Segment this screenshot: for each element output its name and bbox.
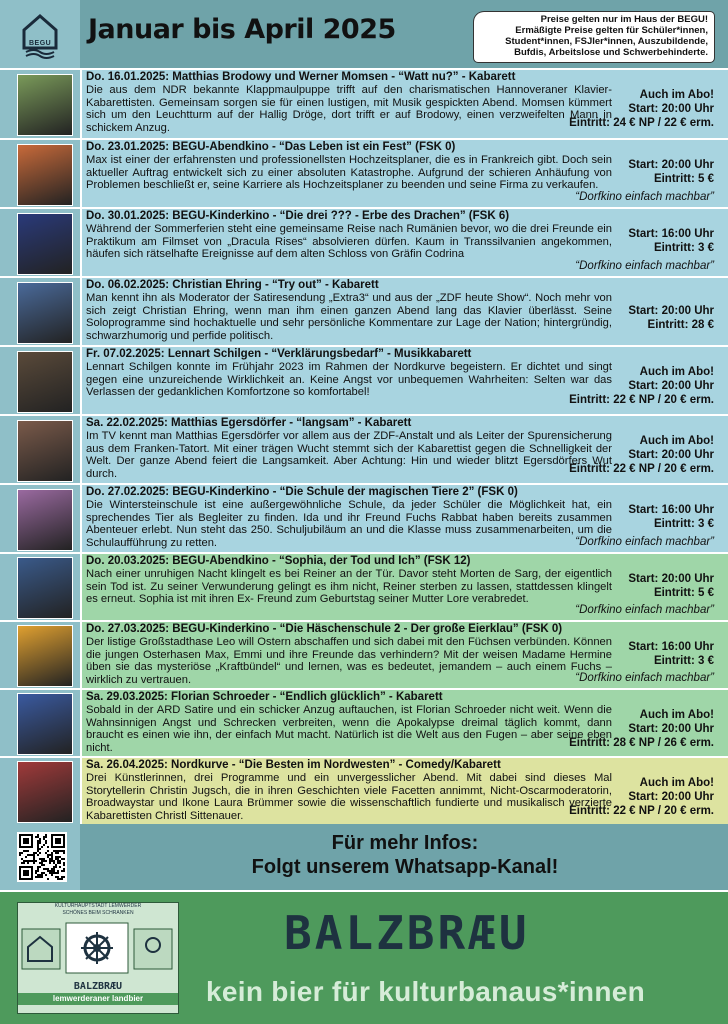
event-description: Sobald in der ARD Satire und ein schicker Anzug auftauchen, ist Florian Schroeder nicht weit. Wenn die Wahnsinnigen Angst und Schrecken verbreiten, wenn die Apokalypse dreimal täglich kommt, dann braucht es einen wie ihn, der einfach Mut macht. Natürlich ist die Welt aus den Fugen – aber seine eben nicht. xyxy=(86,704,612,754)
dorfkino-note: “Dorfkino einfach machbar” xyxy=(575,191,714,203)
event-content xyxy=(82,622,728,688)
info-bar xyxy=(0,824,728,890)
event-thumb-column xyxy=(0,70,80,138)
entry-price: Eintritt: 3 € xyxy=(653,655,714,667)
footer xyxy=(0,892,728,1024)
event-photo xyxy=(17,351,73,413)
event-row xyxy=(0,554,728,620)
entry-price: Eintritt: 22 € NP / 20 € erm. xyxy=(569,394,714,406)
qr-code-box xyxy=(0,824,80,890)
start-time: Start: 20:00 Uhr xyxy=(628,159,714,171)
event-photo xyxy=(17,761,73,823)
event-photo xyxy=(17,625,73,687)
start-time: Start: 20:00 Uhr xyxy=(628,103,714,115)
event-row xyxy=(0,347,728,414)
event-row xyxy=(0,622,728,688)
event-title: Do. 20.03.2025: BEGU-Abendkino - “Sophia, der Tod und Ich” (FSK 12) xyxy=(86,555,471,567)
sponsor-brand: BALZBRÆU xyxy=(73,981,123,992)
event-description: Der listige Großstadthase Leo will Ostern abschaffen und sich dabei mit den Füchsen verbünden. Können die jungen Osterhasen Max, Emmi und ihre Freunde das verhindern? Mit der weisen Madame Hermine üben sie das mysteriöse „Kraftbündel“ und lernen, was es bedeutet, jemandem – auch einem Fuchs – wirklich zu vertrauen. xyxy=(86,636,612,686)
start-time: Start: 20:00 Uhr xyxy=(628,573,714,585)
event-description: Während der Sommerferien steht eine gemeinsame Reise nach Rumänien bevor, wo die drei Freunde ein Praktikum am Filmset von „Dracula Rises“ absolvieren dürfen. Kaum in Transsilvanien angekommen, häufen sich rätselhafte Ereignisse auf dem alten Schloss von Gräfin Codrina xyxy=(86,223,612,261)
start-time: Start: 20:00 Uhr xyxy=(628,305,714,317)
sponsor-caption-line: SCHÖNES BEIM SCHRANKEN xyxy=(62,910,134,916)
event-title: Do. 27.03.2025: BEGU-Kinderkino - “Die Häschenschule 2 - Der große Eierklau” (FSK 0) xyxy=(86,623,563,635)
price-note-line: Preise gelten nur im Haus der BEGU! xyxy=(540,14,708,25)
abo-label: Auch im Abo! xyxy=(639,366,714,378)
abo-label: Auch im Abo! xyxy=(639,89,714,101)
event-row xyxy=(0,278,728,345)
abo-label: Auch im Abo! xyxy=(639,777,714,789)
event-row xyxy=(0,485,728,552)
event-row xyxy=(0,209,728,276)
event-thumb-column xyxy=(0,554,80,620)
entry-price: Eintritt: 28 € NP / 26 € erm. xyxy=(569,737,714,749)
start-time: Start: 16:00 Uhr xyxy=(628,641,714,653)
event-description: Max ist einer der erfahrensten und professionellsten Hochzeitsplaner, die es in Frankreich gibt. Doch sein aktueller Auftrag entwickelt sich zu einer absoluten Katastrophe. Aufgrund der schieren Anhäufung von Problemen beschließt er, seine Karriere als Hochzeitsplaner zu beenden und seine Firma zu verkaufen. xyxy=(86,154,612,192)
info-text xyxy=(82,831,728,879)
event-photo xyxy=(17,557,73,619)
event-title: Do. 23.01.2025: BEGU-Abendkino - “Das Leben ist ein Fest” (FSK 0) xyxy=(86,141,456,153)
qr-code-icon[interactable] xyxy=(17,832,67,882)
event-ticket-info xyxy=(569,88,714,130)
event-ticket-info xyxy=(628,503,714,531)
event-content xyxy=(82,554,728,620)
start-time: Start: 20:00 Uhr xyxy=(628,791,714,803)
event-thumb-column xyxy=(0,209,80,276)
event-content xyxy=(82,690,728,756)
event-ticket-info xyxy=(569,776,714,818)
dorfkino-note: “Dorfkino einfach machbar” xyxy=(575,604,714,616)
start-time: Start: 20:00 Uhr xyxy=(628,723,714,735)
entry-price: Eintritt: 5 € xyxy=(653,173,714,185)
event-title: Do. 16.01.2025: Matthias Brodowy und Werner Momsen - “Watt nu?” - Kabarett xyxy=(86,71,516,83)
begu-logo xyxy=(0,0,80,68)
event-content xyxy=(82,140,728,207)
entry-price: Eintritt: 3 € xyxy=(653,518,714,530)
abo-label: Auch im Abo! xyxy=(639,709,714,721)
sponsor-logo-panel xyxy=(17,902,179,1014)
event-photo xyxy=(17,144,73,206)
event-ticket-info xyxy=(628,640,714,668)
logo-label: BEGU xyxy=(29,40,52,47)
price-note-line: Student*innen, FSJler*innen, Auszubildende, xyxy=(505,36,708,47)
event-photo xyxy=(17,489,73,551)
event-content xyxy=(82,70,728,138)
dorfkino-note: “Dorfkino einfach machbar” xyxy=(575,260,714,272)
event-description: Die aus dem NDR bekannte Klappmaulpuppe trifft auf den charismatischen Hannoveraner Klavier-Kabarettisten. Gemeinsam sorgen sie für einen lustigen, mit Musik gespickten Abend. Momsen kümmert sich um den Leuchtturm auf der Hallig Dröge, dort trifft er auf Brodowy, einen verzweifelten Mann in schickem Anzug. xyxy=(86,84,612,134)
event-content xyxy=(82,347,728,414)
event-content xyxy=(82,416,728,483)
event-row xyxy=(0,690,728,756)
event-description: Nach einer unruhigen Nacht klingelt es bei Reiner an der Tür. Davor steht Morten de Sarg, der eigentlich sein Tod ist. Zu seiner Verwunderung gelingt es ihm nicht, Reiner sterben zu lassen, stattdessen klingelt es erneut. Sophia ist mit ihren Ex- Freund zum Geburtstag seiner Mutter Lore verabredet. xyxy=(86,568,612,606)
sponsor-caption xyxy=(18,903,178,917)
event-title: Fr. 07.02.2025: Lennart Schilgen - “Verklärungsbedarf” - Musikkabarett xyxy=(86,348,472,360)
event-description: Man kennt ihn als Moderator der Satiresendung „Extra3“ und aus der „ZDF heute Show“. Noch mehr von sich zeigt Christian Ehring, wenn man ihm einen ganzen Abend lang das Klavier überlässt. Seine Soloprogramme sind hochaktuelle und sehr persönliche Kommentare zur Lage der Nation; hintergründig, schwarzhumorig und perfide politisch. xyxy=(86,292,612,342)
event-ticket-info xyxy=(569,434,714,476)
house-logo-icon xyxy=(12,8,68,60)
event-content xyxy=(82,209,728,276)
event-description: Die Wintersteinschule ist eine außergewöhnliche Schule, da jeder Schüler die Möglichkeit hat, ein sprechendes Tier als Begleiter zu finden. Ida und ihr Freund Fuchs Rabbat haben bereits zusammen Abenteuer erlebt. Nun steht das 250. Schuljubiläum an und die Klasse muss zusammenarbeiten, um die Schulaufführung zu retten. xyxy=(86,499,612,549)
entry-price: Eintritt: 5 € xyxy=(653,587,714,599)
event-photo xyxy=(17,693,73,755)
event-title: Do. 06.02.2025: Christian Ehring - “Try out” - Kabarett xyxy=(86,279,379,291)
brand-logo: BALZBRÆU xyxy=(284,906,530,960)
sponsor-tagline: lemwerderaner landbier xyxy=(18,993,178,1005)
event-thumb-column xyxy=(0,690,80,756)
event-ticket-info xyxy=(569,365,714,407)
event-thumb-column xyxy=(0,140,80,207)
header-bar xyxy=(0,0,728,68)
event-ticket-info xyxy=(628,572,714,600)
event-title: Do. 30.01.2025: BEGU-Kinderkino - “Die drei ??? - Erbe des Drachen” (FSK 6) xyxy=(86,210,510,222)
event-thumb-column xyxy=(0,347,80,414)
event-photo xyxy=(17,74,73,136)
event-description: Drei Künstlerinnen, drei Programme und ein unvergesslicher Abend. Mit dabei sind dieses Mal Storytellerin Christin Jugsch, die in ihren Geschichten viele Facetten annimmt, Nicht-Oscarmoderatorin, Broadwaystar und Ikone Laura Brümmer sowie die wissenschaftlich fundierte und musikalisch verzierte Kabarettisten Christl Sittenauer. xyxy=(86,772,612,822)
entry-price: Eintritt: 22 € NP / 20 € erm. xyxy=(569,805,714,817)
price-note-line: Bufdis, Arbeitslose und Schwerbehinderte. xyxy=(514,47,708,58)
sponsor-emblems xyxy=(18,919,178,979)
event-photo xyxy=(17,213,73,275)
event-thumb-column xyxy=(0,485,80,552)
event-row xyxy=(0,416,728,483)
start-time: Start: 20:00 Uhr xyxy=(628,449,714,461)
event-description: Im TV kennt man Matthias Egersdörfer vor allem aus der ZDF-Anstalt und als Leiter der Spurensicherung aus dem Franken-Tatort. Mit einer trägen Wucht stemmt sich der Kabarettist gegen die Schnelligkeit der Welt. Der ganze Abend feiert die Langsamkeit. Aber Achtung: Hin und wieder blitzt Egersdörfers Wut durch. xyxy=(86,430,612,480)
dorfkino-note: “Dorfkino einfach machbar” xyxy=(575,672,714,684)
info-line-2: Folgt unserem Whatsapp-Kanal! xyxy=(251,856,559,878)
event-thumb-column xyxy=(0,622,80,688)
dorfkino-note: “Dorfkino einfach machbar” xyxy=(575,536,714,548)
event-ticket-info xyxy=(628,158,714,186)
start-time: Start: 20:00 Uhr xyxy=(628,380,714,392)
abo-label: Auch im Abo! xyxy=(639,435,714,447)
event-ticket-info xyxy=(628,304,714,332)
entry-price: Eintritt: 22 € NP / 20 € erm. xyxy=(569,463,714,475)
event-content xyxy=(82,758,728,824)
price-note xyxy=(474,12,714,62)
event-content xyxy=(82,485,728,552)
info-line-1: Für mehr Infos: xyxy=(331,832,479,854)
event-title: Sa. 22.02.2025: Matthias Egersdörfer - “langsam” - Kabarett xyxy=(86,417,412,429)
event-thumb-column xyxy=(0,278,80,345)
event-title: Sa. 29.03.2025: Florian Schroeder - “Endlich glücklich” - Kabarett xyxy=(86,691,443,703)
event-thumb-column xyxy=(0,416,80,483)
sponsor-caption-line: KULTURHAUPTSTADT LEMWERDER xyxy=(54,903,142,909)
entry-price: Eintritt: 28 € xyxy=(647,319,714,331)
event-description: Lennart Schilgen konnte im Frühjahr 2023 im Rahmen der Nordkurve begeistern. Er dichtet und singt gegen eine unzureichende Wirklichkeit an. Keine Angst vor unbequemen Wahrheiten: Selten war das Verlassen der gedanklichen Komfortzone so komfortabel! xyxy=(86,361,612,399)
event-ticket-info xyxy=(628,227,714,255)
price-note-line: Ermäßigte Preise gelten für Schüler*innen, xyxy=(515,25,708,36)
event-photo xyxy=(17,282,73,344)
event-content xyxy=(82,278,728,345)
event-thumb-column xyxy=(0,758,80,824)
event-ticket-info xyxy=(569,708,714,750)
event-row xyxy=(0,758,728,824)
entry-price: Eintritt: 24 € NP / 22 € erm. xyxy=(569,117,714,129)
event-title: Sa. 26.04.2025: Nordkurve - “Die Besten im Nordwesten” - Comedy/Kabarett xyxy=(86,759,501,771)
entry-price: Eintritt: 3 € xyxy=(653,242,714,254)
event-row xyxy=(0,70,728,138)
event-photo xyxy=(17,420,73,482)
start-time: Start: 16:00 Uhr xyxy=(628,504,714,516)
event-row xyxy=(0,140,728,207)
start-time: Start: 16:00 Uhr xyxy=(628,228,714,240)
event-title: Do. 27.02.2025: BEGU-Kinderkino - “Die Schule der magischen Tiere 2” (FSK 0) xyxy=(86,486,518,498)
page-title: Januar bis April 2025 xyxy=(88,14,396,45)
slogan: kein bier für kulturbanaus*innen xyxy=(206,976,646,1007)
